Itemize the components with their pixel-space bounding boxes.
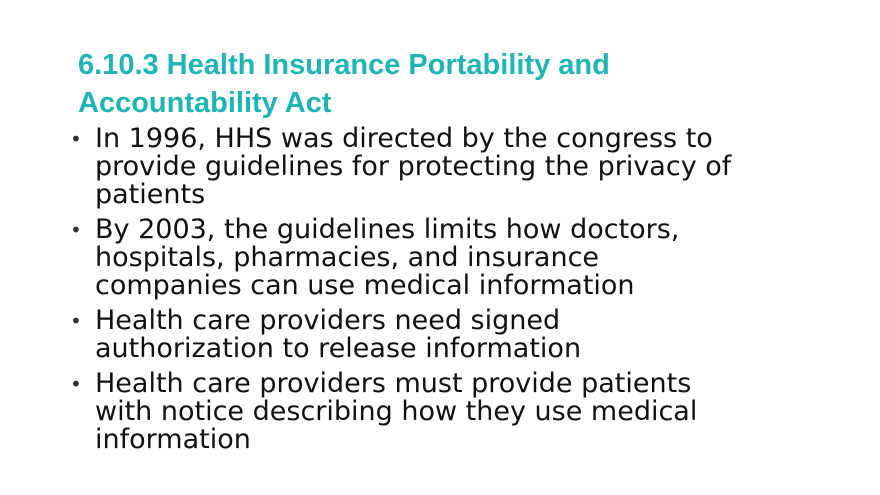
bullet-icon: •: [70, 309, 82, 333]
bullet-text: Health care providers need signed authorization to release information: [95, 305, 582, 364]
bullet-item: [70, 216, 850, 300]
bullet-text: In 1996, HHS was directed by the congress to provide guidelines for protecting the privacy of patients: [95, 123, 732, 210]
bullet-list: [70, 125, 850, 461]
slide-title: 6.10.3 Health Insurance Portability and Accountability Act: [78, 49, 610, 119]
bullet-item: [70, 370, 850, 454]
bullet-text: By 2003, the guidelines limits how doctors, hospitals, pharmacies, and insurance companies can use medical information: [95, 214, 680, 301]
bullet-text: Health care providers must provide patients with notice describing how they use medical information: [95, 368, 698, 455]
bullet-icon: •: [70, 372, 82, 396]
bullet-item: [70, 125, 850, 209]
bullet-icon: •: [70, 127, 82, 151]
bullet-icon: •: [70, 218, 82, 242]
bullet-item: [70, 307, 850, 363]
